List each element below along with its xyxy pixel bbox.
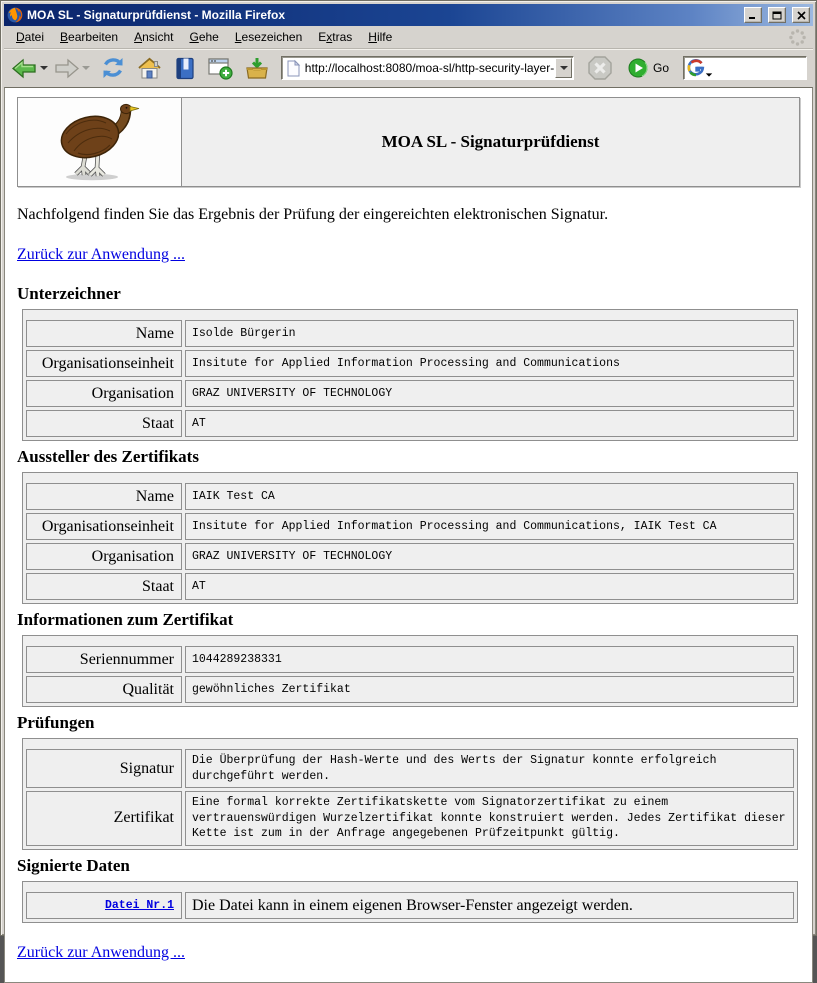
section-table <box>22 472 798 604</box>
row-label: Seriennummer <box>26 646 182 673</box>
home-button[interactable] <box>135 55 164 82</box>
menu-hilfe[interactable]: Hilfe <box>368 30 393 44</box>
go-button[interactable] <box>628 58 669 78</box>
table-row <box>26 320 794 347</box>
menu-ansicht[interactable]: Ansicht <box>134 30 174 44</box>
url-dropdown-button[interactable] <box>555 58 572 78</box>
table-spacer-row <box>26 313 794 317</box>
reload-button[interactable] <box>99 54 127 82</box>
downloads-icon[interactable] <box>243 55 271 82</box>
table-row <box>26 573 794 600</box>
firefox-icon <box>7 7 23 23</box>
menubar-items <box>8 27 400 47</box>
table-row <box>26 749 794 788</box>
section-heading: Prüfungen <box>17 713 95 732</box>
navigation-toolbar <box>4 49 813 87</box>
row-label: Name <box>26 483 182 510</box>
row-value: Insitute for Applied Information Processing and Communications <box>185 350 794 377</box>
close-button[interactable] <box>792 7 810 23</box>
table-row <box>26 791 794 846</box>
content-sections <box>17 284 800 923</box>
row-label: Zertifikat <box>26 791 182 846</box>
row-label: Staat <box>26 410 182 437</box>
titlebar[interactable] <box>4 4 813 26</box>
section-table <box>22 309 798 441</box>
menu-bearbeiten[interactable]: Bearbeiten <box>60 30 119 44</box>
table-row <box>26 646 794 673</box>
bookmarks-icon[interactable] <box>172 55 198 82</box>
row-value: GRAZ UNIVERSITY OF TECHNOLOGY <box>185 543 794 570</box>
row-value: GRAZ UNIVERSITY OF TECHNOLOGY <box>185 380 794 407</box>
page-header-table <box>17 97 800 187</box>
forward-dropdown[interactable] <box>81 66 90 70</box>
table-row <box>26 676 794 703</box>
table-row <box>26 892 794 919</box>
back-to-application-link-bottom[interactable]: Zurück zur Anwendung ... <box>17 943 185 961</box>
table-spacer-row <box>26 476 794 480</box>
page-icon <box>286 60 301 77</box>
menubar <box>4 26 813 49</box>
row-label: Organisation <box>26 380 182 407</box>
row-value: Isolde Bürgerin <box>185 320 794 347</box>
menu-extras[interactable]: Extras <box>318 30 353 44</box>
table-row <box>26 380 794 407</box>
table-row <box>26 543 794 570</box>
signed-file-link[interactable]: Datei Nr.1 <box>104 898 174 912</box>
row-value: Die Datei kann in einem eigenen Browser-Fenster angezeigt werden. <box>185 892 794 919</box>
section-heading: Aussteller des Zertifikats <box>17 447 199 466</box>
forward-button[interactable] <box>52 55 81 82</box>
menu-datei[interactable]: Datei <box>16 30 45 44</box>
row-label: Organisationseinheit <box>26 513 182 540</box>
row-value: 1044289238331 <box>185 646 794 673</box>
section-table <box>22 881 798 923</box>
row-label: Signatur <box>26 749 182 788</box>
browser-viewport <box>4 87 813 983</box>
menu-gehe[interactable]: Gehe <box>189 30 219 44</box>
back-button[interactable] <box>10 55 39 82</box>
menu-lesezeichen[interactable]: Lesezeichen <box>234 30 303 44</box>
table-spacer-row <box>26 885 794 889</box>
table-row <box>26 410 794 437</box>
moa-bird-image <box>40 101 160 183</box>
maximize-button[interactable] <box>768 7 786 23</box>
row-value: AT <box>185 410 794 437</box>
row-label: Staat <box>26 573 182 600</box>
table-row <box>26 483 794 510</box>
page-title: MOA SL - Signaturprüfdienst <box>381 132 600 151</box>
table-spacer-row <box>26 639 794 643</box>
intro-text: Nachfolgend finden Sie das Ergebnis der Prüfung der eingereichten elektronischen Signatur. <box>17 206 609 223</box>
minimize-button[interactable] <box>744 7 762 23</box>
url-bar[interactable] <box>281 56 574 80</box>
row-value: gewöhnliches Zertifikat <box>185 676 794 703</box>
row-value: AT <box>185 573 794 600</box>
row-value: Die Überprüfung der Hash-Werte und des Werts der Signatur konnte erfolgreich durchgeführt werden. <box>185 749 794 788</box>
row-value: Eine formal korrekte Zertifikatskette vom Signatorzertifikat zu einem vertrauenswürdigen Wurzelzertifikat konnte konstruiert werden. Jedes Zertifikat dieser Kette ist zum in der Anfrage angegebenen Prüfzeitpunkt gültig. <box>185 791 794 846</box>
search-box[interactable] <box>683 56 807 80</box>
row-label: Organisationseinheit <box>26 350 182 377</box>
throbber-icon <box>788 28 807 50</box>
url-input[interactable] <box>301 59 555 77</box>
row-label: Name <box>26 320 182 347</box>
table-spacer-row <box>26 742 794 746</box>
section-table <box>22 635 798 707</box>
window-title: MOA SL - Signaturprüfdienst - Mozilla Firefox <box>27 8 286 22</box>
section-heading: Unterzeichner <box>17 284 121 303</box>
go-label: Go <box>653 61 670 75</box>
back-to-application-link-top[interactable]: Zurück zur Anwendung ... <box>17 246 185 263</box>
row-value: Insitute for Applied Information Processing and Communications, IAIK Test CA <box>185 513 794 540</box>
back-dropdown[interactable] <box>39 66 48 70</box>
google-search-icon[interactable] <box>687 59 713 77</box>
row-label <box>26 892 182 919</box>
row-value: IAIK Test CA <box>185 483 794 510</box>
search-input[interactable] <box>713 61 803 75</box>
section-heading: Informationen zum Zertifikat <box>17 610 234 629</box>
section-table <box>22 738 798 850</box>
row-label: Qualität <box>26 676 182 703</box>
moa-logo-cell <box>18 98 182 186</box>
table-row <box>26 350 794 377</box>
stop-button[interactable] <box>586 54 614 82</box>
new-window-icon[interactable] <box>206 55 235 82</box>
section-heading: Signierte Daten <box>17 855 130 875</box>
row-label: Organisation <box>26 543 182 570</box>
table-row <box>26 513 794 540</box>
